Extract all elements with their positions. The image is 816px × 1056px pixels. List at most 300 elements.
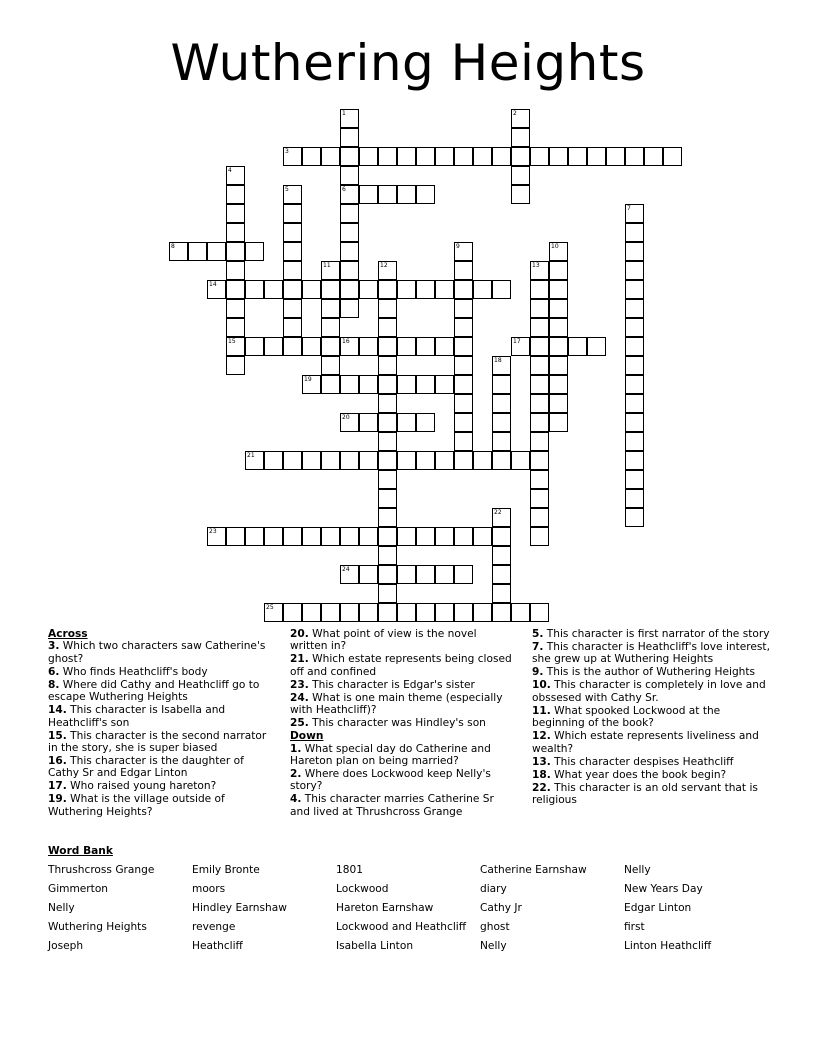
- grid-cell[interactable]: [397, 147, 416, 166]
- clue-number: 19: [304, 376, 312, 383]
- grid-cell[interactable]: [454, 603, 473, 622]
- grid-cell[interactable]: [511, 337, 530, 356]
- clue-number: 15: [228, 338, 236, 345]
- grid-cell[interactable]: [530, 489, 549, 508]
- grid-cell[interactable]: [549, 147, 568, 166]
- grid-cell[interactable]: [207, 280, 226, 299]
- grid-cell[interactable]: [321, 147, 340, 166]
- grid-cell[interactable]: [340, 223, 359, 242]
- grid-cell[interactable]: [359, 603, 378, 622]
- grid-cell[interactable]: [283, 147, 302, 166]
- grid-cell[interactable]: [226, 261, 245, 280]
- word-bank-item: Heathcliff: [192, 940, 243, 952]
- clue-number: 14: [209, 281, 217, 288]
- grid-cell[interactable]: [625, 223, 644, 242]
- grid-cell[interactable]: [625, 356, 644, 375]
- grid-cell[interactable]: [302, 337, 321, 356]
- grid-cell[interactable]: [530, 451, 549, 470]
- grid-cell[interactable]: [492, 375, 511, 394]
- grid-cell[interactable]: [359, 375, 378, 394]
- grid-cell[interactable]: [359, 527, 378, 546]
- grid-cell[interactable]: [625, 413, 644, 432]
- grid-cell[interactable]: [359, 413, 378, 432]
- grid-cell[interactable]: [340, 147, 359, 166]
- clue-item: [48, 640, 273, 665]
- grid-cell[interactable]: [264, 603, 283, 622]
- grid-cell[interactable]: [530, 356, 549, 375]
- grid-cell[interactable]: [302, 280, 321, 299]
- grid-cell[interactable]: [492, 508, 511, 527]
- grid-cell[interactable]: [492, 584, 511, 603]
- down-clue-list: [290, 743, 515, 819]
- grid-cell[interactable]: [378, 489, 397, 508]
- clue-number: 23: [209, 528, 217, 535]
- grid-cell[interactable]: [587, 337, 606, 356]
- word-bank-column: [192, 864, 287, 959]
- grid-cell[interactable]: [264, 527, 283, 546]
- grid-cell[interactable]: [454, 565, 473, 584]
- grid-cell[interactable]: [340, 375, 359, 394]
- grid-cell[interactable]: [530, 337, 549, 356]
- grid-cell[interactable]: [340, 242, 359, 261]
- grid-cell[interactable]: [435, 527, 454, 546]
- grid-cell[interactable]: [454, 527, 473, 546]
- grid-cell[interactable]: [226, 318, 245, 337]
- clue-text: Who finds Heathcliff's body: [59, 665, 208, 678]
- grid-cell[interactable]: [321, 356, 340, 375]
- word-bank-item: New Years Day: [624, 883, 703, 895]
- grid-cell[interactable]: [302, 147, 321, 166]
- clue-text: This character is the daughter of Cathy Sr and Edgar Linton: [48, 755, 244, 780]
- grid-cell[interactable]: [530, 413, 549, 432]
- grid-cell[interactable]: [530, 603, 549, 622]
- grid-cell[interactable]: [530, 261, 549, 280]
- grid-cell[interactable]: [416, 451, 435, 470]
- grid-cell[interactable]: [378, 318, 397, 337]
- word-bank-title: Word Bank: [48, 845, 113, 857]
- grid-cell[interactable]: [435, 451, 454, 470]
- grid-cell[interactable]: [492, 280, 511, 299]
- clue-number: 25: [266, 604, 274, 611]
- grid-cell[interactable]: [435, 147, 454, 166]
- clue-text: This character is the second narrator in the story, she is super biased: [48, 729, 267, 755]
- grid-cell[interactable]: [397, 565, 416, 584]
- grid-cell[interactable]: [454, 337, 473, 356]
- grid-cell[interactable]: [549, 299, 568, 318]
- clue-text: This character is Isabella and Heathcliff's son: [48, 704, 226, 729]
- grid-cell[interactable]: [283, 318, 302, 337]
- grid-cell[interactable]: [492, 546, 511, 565]
- grid-cell[interactable]: [245, 280, 264, 299]
- grid-cell[interactable]: [321, 318, 340, 337]
- grid-cell[interactable]: [207, 242, 226, 261]
- grid-cell[interactable]: [454, 432, 473, 451]
- grid-cell[interactable]: [435, 565, 454, 584]
- grid-cell[interactable]: [397, 185, 416, 204]
- clue-item: [532, 628, 772, 640]
- grid-cell[interactable]: [530, 527, 549, 546]
- clue-text: Where did Cathy and Heathcliff go to escape Wuthering Heights: [48, 678, 260, 704]
- grid-cell[interactable]: [530, 470, 549, 489]
- grid-cell[interactable]: [283, 299, 302, 318]
- grid-cell[interactable]: [625, 261, 644, 280]
- grid-cell[interactable]: [340, 527, 359, 546]
- grid-cell[interactable]: [492, 356, 511, 375]
- grid-cell[interactable]: [625, 470, 644, 489]
- grid-cell[interactable]: [473, 527, 492, 546]
- grid-cell[interactable]: [340, 603, 359, 622]
- grid-cell[interactable]: [625, 508, 644, 527]
- grid-cell[interactable]: [454, 356, 473, 375]
- clue-text: This character is first narrator of the story: [543, 628, 770, 640]
- grid-cell[interactable]: [625, 337, 644, 356]
- grid-cell[interactable]: [454, 375, 473, 394]
- grid-cell[interactable]: [359, 280, 378, 299]
- grid-cell[interactable]: [226, 204, 245, 223]
- grid-cell[interactable]: [454, 413, 473, 432]
- word-bank-item: revenge: [192, 921, 236, 933]
- grid-cell[interactable]: [435, 375, 454, 394]
- grid-cell[interactable]: [492, 413, 511, 432]
- grid-cell[interactable]: [397, 280, 416, 299]
- grid-cell[interactable]: [530, 147, 549, 166]
- clue-number-label: 10.: [532, 679, 551, 692]
- grid-cell[interactable]: [226, 337, 245, 356]
- clue-text: What is one main theme (especially with Heathcliff)?: [290, 691, 503, 717]
- grid-cell[interactable]: [283, 337, 302, 356]
- grid-cell[interactable]: [226, 280, 245, 299]
- grid-cell[interactable]: [378, 280, 397, 299]
- word-bank-item: Nelly: [480, 940, 507, 952]
- grid-cell[interactable]: [226, 356, 245, 375]
- grid-cell[interactable]: [473, 147, 492, 166]
- grid-cell[interactable]: [378, 356, 397, 375]
- grid-cell[interactable]: [302, 603, 321, 622]
- grid-cell[interactable]: [340, 128, 359, 147]
- grid-cell[interactable]: [378, 565, 397, 584]
- grid-cell[interactable]: [625, 489, 644, 508]
- grid-cell[interactable]: [530, 508, 549, 527]
- grid-cell[interactable]: [416, 185, 435, 204]
- grid-cell[interactable]: [435, 280, 454, 299]
- grid-cell[interactable]: [378, 337, 397, 356]
- word-bank-item: first: [624, 921, 645, 933]
- clue-item: [290, 628, 515, 653]
- grid-cell[interactable]: [340, 413, 359, 432]
- grid-cell[interactable]: [359, 451, 378, 470]
- grid-cell[interactable]: [549, 375, 568, 394]
- grid-cell[interactable]: [663, 147, 682, 166]
- clue-text: This character marries Catherine Sr and lived at Thrushcross Grange: [290, 793, 494, 818]
- grid-cell[interactable]: [397, 603, 416, 622]
- grid-cell[interactable]: [283, 603, 302, 622]
- grid-cell[interactable]: [378, 470, 397, 489]
- grid-cell[interactable]: [435, 337, 454, 356]
- grid-cell[interactable]: [416, 280, 435, 299]
- clue-text: This character was Hindley's son: [308, 717, 486, 730]
- clue-number-label: 23.: [290, 678, 309, 691]
- grid-cell[interactable]: [492, 394, 511, 413]
- grid-cell[interactable]: [549, 280, 568, 299]
- grid-cell[interactable]: [625, 432, 644, 451]
- grid-cell[interactable]: [321, 280, 340, 299]
- grid-cell[interactable]: [245, 527, 264, 546]
- grid-cell[interactable]: [283, 223, 302, 242]
- clue-text: This character is completely in love and obssesed with Cathy Sr.: [532, 679, 766, 704]
- clue-item: [290, 768, 515, 793]
- grid-cell[interactable]: [264, 280, 283, 299]
- grid-cell[interactable]: [397, 527, 416, 546]
- grid-cell[interactable]: [340, 280, 359, 299]
- clue-item: [48, 780, 273, 792]
- grid-cell[interactable]: [378, 261, 397, 280]
- grid-cell[interactable]: [264, 337, 283, 356]
- grid-cell[interactable]: [378, 603, 397, 622]
- grid-cell[interactable]: [340, 109, 359, 128]
- grid-cell[interactable]: [454, 147, 473, 166]
- grid-cell[interactable]: [530, 394, 549, 413]
- grid-cell[interactable]: [454, 394, 473, 413]
- word-bank-item: Isabella Linton: [336, 940, 414, 952]
- grid-cell[interactable]: [188, 242, 207, 261]
- clue-item: [290, 793, 515, 818]
- grid-cell[interactable]: [302, 375, 321, 394]
- grid-cell[interactable]: [321, 527, 340, 546]
- grid-cell[interactable]: [283, 185, 302, 204]
- word-bank-column: [480, 864, 587, 959]
- grid-cell[interactable]: [416, 375, 435, 394]
- grid-cell[interactable]: [454, 299, 473, 318]
- word-bank-item: Cathy Jr: [480, 902, 522, 914]
- clue-number-label: 8.: [48, 678, 60, 691]
- grid-cell[interactable]: [549, 318, 568, 337]
- clue-number: 21: [247, 452, 255, 459]
- grid-cell[interactable]: [511, 603, 530, 622]
- grid-cell[interactable]: [435, 603, 454, 622]
- word-bank-item: Catherine Earnshaw: [480, 864, 587, 876]
- grid-cell[interactable]: [378, 413, 397, 432]
- clue-number-label: 18.: [532, 768, 551, 781]
- grid-cell[interactable]: [530, 299, 549, 318]
- grid-cell[interactable]: [511, 166, 530, 185]
- grid-cell[interactable]: [625, 204, 644, 223]
- grid-cell[interactable]: [454, 280, 473, 299]
- word-bank-column: [48, 864, 154, 959]
- clue-item: [532, 782, 772, 807]
- clue-item: [290, 653, 515, 678]
- grid-cell[interactable]: [302, 527, 321, 546]
- clue-number-label: 24.: [290, 691, 309, 704]
- grid-cell[interactable]: [530, 432, 549, 451]
- grid-cell[interactable]: [454, 318, 473, 337]
- clue-number-label: 19.: [48, 793, 67, 806]
- grid-cell[interactable]: [283, 261, 302, 280]
- grid-cell[interactable]: [397, 413, 416, 432]
- grid-cell[interactable]: [340, 337, 359, 356]
- grid-cell[interactable]: [454, 242, 473, 261]
- clue-item: [290, 743, 515, 768]
- grid-cell[interactable]: [245, 451, 264, 470]
- grid-cell[interactable]: [283, 204, 302, 223]
- grid-cell[interactable]: [302, 451, 321, 470]
- grid-cell[interactable]: [549, 261, 568, 280]
- grid-cell[interactable]: [549, 337, 568, 356]
- grid-cell[interactable]: [625, 451, 644, 470]
- clue-number: 2: [513, 110, 517, 117]
- grid-cell[interactable]: [492, 565, 511, 584]
- clue-item: [48, 666, 273, 678]
- grid-cell[interactable]: [416, 527, 435, 546]
- grid-cell[interactable]: [321, 299, 340, 318]
- grid-cell[interactable]: [397, 451, 416, 470]
- grid-cell[interactable]: [511, 128, 530, 147]
- grid-cell[interactable]: [492, 147, 511, 166]
- grid-cell[interactable]: [511, 147, 530, 166]
- grid-cell[interactable]: [264, 451, 283, 470]
- grid-cell[interactable]: [492, 451, 511, 470]
- grid-cell[interactable]: [321, 375, 340, 394]
- clue-text: This character is an old servant that is religious: [532, 781, 758, 807]
- grid-cell[interactable]: [492, 527, 511, 546]
- grid-cell[interactable]: [359, 337, 378, 356]
- grid-cell[interactable]: [625, 147, 644, 166]
- grid-cell[interactable]: [587, 147, 606, 166]
- grid-cell[interactable]: [340, 185, 359, 204]
- clue-item: [290, 717, 515, 729]
- grid-cell[interactable]: [283, 242, 302, 261]
- grid-cell[interactable]: [454, 451, 473, 470]
- page-title: Wuthering Heights: [170, 34, 646, 92]
- clues-column-1: [48, 628, 273, 819]
- clue-text: This character despises Heathcliff: [550, 755, 734, 768]
- grid-cell[interactable]: [416, 337, 435, 356]
- grid-cell[interactable]: [606, 147, 625, 166]
- grid-cell[interactable]: [378, 299, 397, 318]
- grid-cell[interactable]: [416, 413, 435, 432]
- clue-text: This character is Edgar's sister: [308, 678, 475, 691]
- grid-cell[interactable]: [625, 394, 644, 413]
- grid-cell[interactable]: [340, 166, 359, 185]
- grid-cell[interactable]: [473, 451, 492, 470]
- grid-cell[interactable]: [378, 546, 397, 565]
- grid-cell[interactable]: [245, 242, 264, 261]
- grid-cell[interactable]: [625, 318, 644, 337]
- clues-column-2: [290, 628, 515, 819]
- grid-cell[interactable]: [321, 451, 340, 470]
- grid-cell[interactable]: [359, 147, 378, 166]
- grid-cell[interactable]: [283, 451, 302, 470]
- grid-cell[interactable]: [378, 394, 397, 413]
- down-heading: Down: [290, 730, 324, 743]
- grid-cell[interactable]: [340, 261, 359, 280]
- grid-cell[interactable]: [625, 299, 644, 318]
- grid-cell[interactable]: [511, 185, 530, 204]
- word-bank-item: Wuthering Heights: [48, 921, 147, 933]
- grid-cell[interactable]: [226, 242, 245, 261]
- clue-number-label: 7.: [532, 641, 544, 653]
- grid-cell[interactable]: [549, 356, 568, 375]
- clue-number: 9: [456, 243, 460, 250]
- grid-cell[interactable]: [321, 337, 340, 356]
- grid-cell[interactable]: [625, 280, 644, 299]
- grid-cell[interactable]: [625, 375, 644, 394]
- grid-cell[interactable]: [473, 280, 492, 299]
- grid-cell[interactable]: [340, 451, 359, 470]
- clue-number: 6: [342, 186, 346, 193]
- grid-cell[interactable]: [283, 527, 302, 546]
- grid-cell[interactable]: [473, 603, 492, 622]
- word-bank-item: Hindley Earnshaw: [192, 902, 287, 914]
- grid-cell[interactable]: [511, 451, 530, 470]
- grid-cell[interactable]: [245, 337, 264, 356]
- grid-cell[interactable]: [378, 375, 397, 394]
- grid-cell[interactable]: [169, 242, 188, 261]
- grid-cell[interactable]: [549, 242, 568, 261]
- grid-cell[interactable]: [378, 147, 397, 166]
- grid-cell[interactable]: [454, 261, 473, 280]
- grid-cell[interactable]: [492, 603, 511, 622]
- grid-cell[interactable]: [340, 565, 359, 584]
- grid-cell[interactable]: [530, 318, 549, 337]
- grid-cell[interactable]: [549, 413, 568, 432]
- grid-cell[interactable]: [549, 394, 568, 413]
- grid-cell[interactable]: [416, 603, 435, 622]
- grid-cell[interactable]: [226, 166, 245, 185]
- word-bank-item: Gimmerton: [48, 883, 109, 895]
- grid-cell[interactable]: [321, 261, 340, 280]
- grid-cell[interactable]: [416, 565, 435, 584]
- grid-cell[interactable]: [378, 432, 397, 451]
- grid-cell[interactable]: [207, 527, 226, 546]
- grid-cell[interactable]: [511, 109, 530, 128]
- grid-cell[interactable]: [359, 565, 378, 584]
- clue-item: [532, 769, 772, 781]
- clue-number: 20: [342, 414, 350, 421]
- grid-cell[interactable]: [644, 147, 663, 166]
- grid-cell[interactable]: [492, 432, 511, 451]
- grid-cell[interactable]: [416, 147, 435, 166]
- grid-cell[interactable]: [530, 280, 549, 299]
- grid-cell[interactable]: [226, 223, 245, 242]
- grid-cell[interactable]: [568, 147, 587, 166]
- grid-cell[interactable]: [625, 242, 644, 261]
- grid-cell[interactable]: [568, 337, 587, 356]
- grid-cell[interactable]: [378, 584, 397, 603]
- clue-number: 1: [342, 110, 346, 117]
- grid-cell[interactable]: [226, 527, 245, 546]
- grid-cell[interactable]: [397, 337, 416, 356]
- grid-cell[interactable]: [378, 508, 397, 527]
- grid-cell[interactable]: [378, 451, 397, 470]
- clue-text: Where does Lockwood keep Nelly's story?: [290, 768, 491, 793]
- word-bank-item: Linton Heathcliff: [624, 940, 712, 952]
- clue-text: What special day do Catherine and Hareton plan on being married?: [290, 742, 491, 768]
- grid-cell[interactable]: [378, 185, 397, 204]
- grid-cell[interactable]: [397, 375, 416, 394]
- grid-cell[interactable]: [530, 375, 549, 394]
- clue-number: 4: [228, 167, 232, 174]
- grid-cell[interactable]: [359, 185, 378, 204]
- grid-cell[interactable]: [226, 185, 245, 204]
- grid-cell[interactable]: [340, 204, 359, 223]
- grid-cell[interactable]: [340, 299, 359, 318]
- grid-cell[interactable]: [283, 280, 302, 299]
- grid-cell[interactable]: [226, 299, 245, 318]
- grid-cell[interactable]: [378, 527, 397, 546]
- grid-cell[interactable]: [321, 603, 340, 622]
- clue-text: This character is Heathcliff's love interest, she grew up at Wuthering Heights: [532, 641, 770, 666]
- clue-number-label: 17.: [48, 780, 67, 793]
